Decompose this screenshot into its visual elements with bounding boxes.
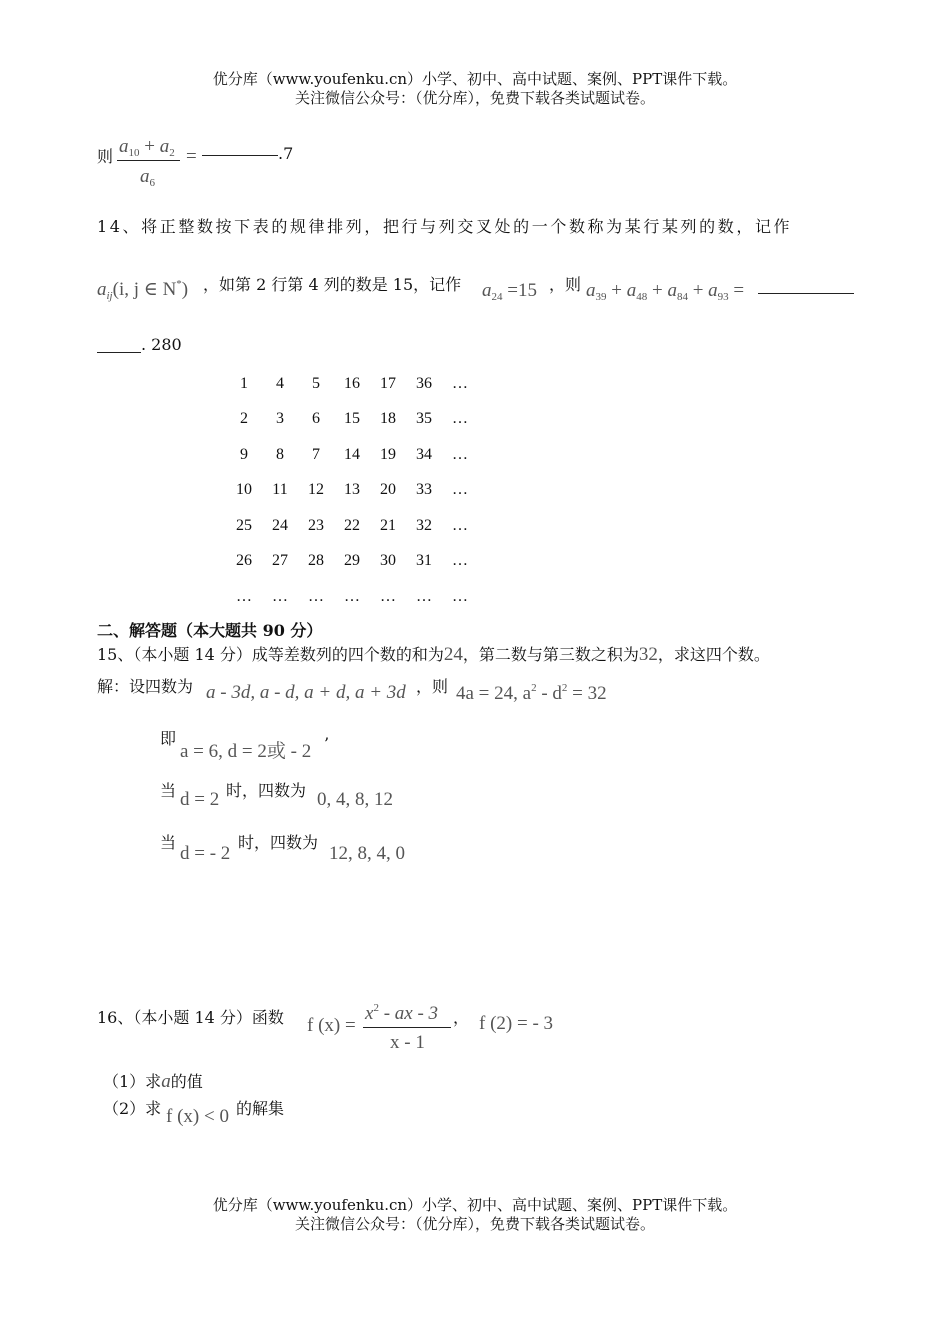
table-cell: 28 — [308, 552, 324, 570]
table-cell: 7 — [312, 445, 320, 463]
q15-stem-b: ，第二数与第三数之积为 — [462, 645, 639, 664]
table-cell: 17 — [380, 374, 396, 392]
table-cell: 16 — [344, 374, 360, 392]
q14-eq: = — [733, 280, 745, 301]
table-cell: … — [272, 587, 288, 605]
table-cell: 31 — [416, 552, 432, 570]
q16-comma: ， — [453, 1008, 470, 1027]
q15-eq1-sq: 2 — [531, 682, 537, 694]
table-cell: … — [308, 587, 324, 605]
q13-prefix: 则 — [97, 147, 114, 166]
table-cell: 15 — [344, 410, 360, 428]
q15-step1-end: ’ — [324, 734, 330, 753]
table-cell: 10 — [236, 481, 252, 499]
q14-answer-blank-2 — [97, 342, 141, 361]
q14-aij-paren: (i, j ∈ N — [112, 279, 177, 300]
q14-text-ze: ，则 — [549, 275, 582, 294]
table-cell: 27 — [272, 552, 288, 570]
q14-aij-a: a — [97, 279, 107, 300]
q14-a24 — [482, 280, 537, 303]
table-cell: 34 — [416, 445, 432, 463]
table-cell: 11 — [272, 481, 288, 499]
q13-den-a: a — [140, 166, 150, 187]
q14-answer-blank-1 — [758, 283, 854, 302]
q15-step2-cond: d = 2 — [180, 789, 220, 810]
q15-eq1-end: = 32 — [567, 683, 607, 704]
q13-equals: = — [186, 146, 197, 167]
table-cell: 33 — [416, 481, 432, 499]
q13-den-sub: 6 — [149, 177, 155, 189]
table-cell: 8 — [276, 445, 284, 463]
q13-num-b-sub: 2 — [169, 147, 175, 159]
table-cell: 2 — [240, 410, 248, 428]
table-cell: … — [344, 587, 360, 605]
table-cell: … — [452, 410, 468, 428]
q14-sum-a3: a — [667, 280, 677, 301]
q16-numerator — [365, 1002, 438, 1025]
q15-step2-text: 时，四数为 — [226, 781, 307, 800]
q15-step1-label: 即 — [160, 729, 177, 748]
q15-step3-answer: 12, 8, 4, 0 — [329, 843, 405, 864]
table-cell: … — [452, 481, 468, 499]
q15-solution-equations — [456, 682, 607, 705]
header-line-2: 关注微信公众号：（优分库），免费下载各类试题试卷。 — [294, 89, 655, 107]
table-cell: … — [380, 587, 396, 605]
table-cell: 25 — [236, 516, 252, 534]
table-row — [226, 473, 478, 509]
q15-stem-prod: 32 — [638, 644, 658, 665]
q16-fx: f (x) = — [307, 1015, 356, 1036]
q13-num-a: a — [119, 136, 129, 157]
q14-aij-star: * — [176, 278, 182, 290]
q13-fraction-line — [117, 160, 180, 161]
q15-solution-terms: a - 3d, a - d, a + d, a + 3d — [206, 682, 406, 703]
q14-sum-a4-sub: 93 — [717, 291, 729, 303]
table-cell: 26 — [236, 552, 252, 570]
q13-answer-blank — [202, 145, 278, 164]
q13-answer: .7 — [278, 144, 294, 163]
q15-eq1: 4a = 24, a — [456, 683, 532, 704]
q16-part2-a: （2）求 — [103, 1099, 162, 1118]
q15-eq1-sq2: 2 — [561, 682, 568, 694]
table-row — [226, 579, 478, 615]
q14-plus-3: + — [692, 280, 704, 301]
table-cell: … — [452, 445, 468, 463]
q14-sum-expression — [586, 280, 744, 303]
table-cell: … — [452, 516, 468, 534]
table-cell: 22 — [344, 516, 360, 534]
q15-step1-math: a = 6, d = 2或 - 2 — [180, 741, 312, 762]
q14-a24-eq: =15 — [507, 280, 537, 301]
q14-aij-close: ) — [181, 279, 189, 300]
q14-aij-notation — [97, 278, 188, 302]
table-cell: 9 — [240, 445, 248, 463]
table-row — [226, 366, 478, 402]
q14-answer: . 280 — [141, 335, 182, 354]
q16-part1-var: a — [161, 1071, 171, 1092]
q16-part2-b: 的解集 — [236, 1099, 285, 1118]
q16-part1-b: 的值 — [170, 1072, 203, 1091]
q14-sum-a1-sub: 39 — [595, 291, 607, 303]
q14-text-mid: ，如第 2 行第 4 列的数是 15，记作 — [203, 275, 462, 294]
table-cell: … — [452, 552, 468, 570]
q15-solution-label: 解：设四数为 — [97, 677, 194, 696]
q13-denominator — [140, 166, 155, 189]
q16-stem: 16、（本小题 14 分）函数 — [97, 1008, 284, 1027]
q13-num-a-sub: 10 — [128, 147, 140, 159]
q13-num-b: a — [159, 136, 170, 157]
table-cell: … — [452, 374, 468, 392]
table-cell: 3 — [276, 410, 284, 428]
q14-stem-line-1: 14、将正整数按下表的规律排列，把行与列交叉处的一个数称为某行某列的数，记作 — [97, 217, 793, 236]
table-cell: 6 — [312, 410, 320, 428]
q14-sum-a2: a — [626, 280, 637, 301]
table-cell: 21 — [380, 516, 396, 534]
table-cell: 19 — [380, 445, 396, 463]
q16-part1-a: （1）求 — [103, 1072, 162, 1091]
table-cell: 24 — [272, 516, 288, 534]
q14-plus-1: + — [611, 280, 622, 301]
table-row — [226, 437, 478, 473]
q15-stem — [97, 642, 770, 666]
table-cell: 29 — [344, 552, 360, 570]
q15-solution-ze: ，则 — [416, 677, 449, 696]
table-cell: 18 — [380, 410, 396, 428]
q13-num-plus: + — [144, 136, 155, 157]
table-cell: 4 — [276, 374, 284, 392]
q16-denominator: x - 1 — [390, 1032, 425, 1053]
q15-step3-label: 当 — [160, 833, 177, 852]
table-cell: 1 — [240, 374, 248, 392]
footer-line-2: 关注微信公众号：（优分库），免费下载各类试题试卷。 — [294, 1215, 655, 1233]
table-row — [226, 508, 478, 544]
q14-number-table — [226, 366, 478, 615]
q16-f2: f (2) = - 3 — [479, 1013, 554, 1034]
q16-num-rest: - ax - 3 — [378, 1003, 439, 1024]
q14-a24-sub: 24 — [491, 291, 503, 303]
table-cell: … — [452, 587, 468, 605]
table-cell: 35 — [416, 410, 432, 428]
section-2-title: 二、解答题（本大题共 90 分） — [97, 621, 323, 640]
header-line-1: 优分库（www.youfenku.cn）小学、初中、高中试题、案例、PPT课件下载。 — [212, 70, 738, 88]
table-row — [226, 402, 478, 438]
q14-sum-a1: a — [586, 280, 596, 301]
q13-numerator — [119, 136, 175, 159]
q14-sum-a3-sub: 84 — [676, 291, 688, 303]
q15-stem-a: 15、（本小题 14 分）成等差数列的四个数的和为 — [97, 645, 444, 664]
q16-part2-math: f (x) < 0 — [166, 1106, 229, 1127]
q15-eq1-minus: - d — [536, 683, 562, 704]
q16-num-sq: 2 — [373, 1002, 379, 1014]
q15-step3-text: 时，四数为 — [238, 833, 319, 852]
footer-line-1: 优分库（www.youfenku.cn）小学、初中、高中试题、案例、PPT课件下载。 — [212, 1196, 738, 1214]
table-cell: 36 — [416, 374, 432, 392]
table-cell: 23 — [308, 516, 324, 534]
table-cell: 14 — [344, 445, 360, 463]
q14-a24-a: a — [482, 280, 492, 301]
table-cell: … — [236, 587, 252, 605]
q14-sum-a4: a — [708, 280, 718, 301]
q15-stem-c: ，求这四个数。 — [657, 645, 770, 664]
table-cell: 12 — [308, 481, 324, 499]
q15-step2-label: 当 — [160, 781, 177, 800]
q15-stem-sum: 24 — [443, 644, 463, 665]
table-cell: … — [416, 587, 432, 605]
q14-sum-a2-sub: 48 — [636, 291, 648, 303]
q14-plus-2: + — [651, 280, 663, 301]
table-cell: 20 — [380, 481, 396, 499]
q16-fraction-line — [363, 1027, 451, 1028]
q15-step2-answer: 0, 4, 8, 12 — [317, 789, 393, 810]
table-cell: 13 — [344, 481, 360, 499]
q16-num-x: x — [365, 1003, 374, 1024]
table-cell: 32 — [416, 516, 432, 534]
q16-part-1 — [103, 1069, 203, 1093]
table-cell: 30 — [380, 552, 396, 570]
q14-aij-sub: ij — [106, 290, 113, 302]
q15-step3-cond: d = - 2 — [180, 843, 231, 864]
table-cell: 5 — [312, 374, 320, 392]
table-row — [226, 544, 478, 580]
